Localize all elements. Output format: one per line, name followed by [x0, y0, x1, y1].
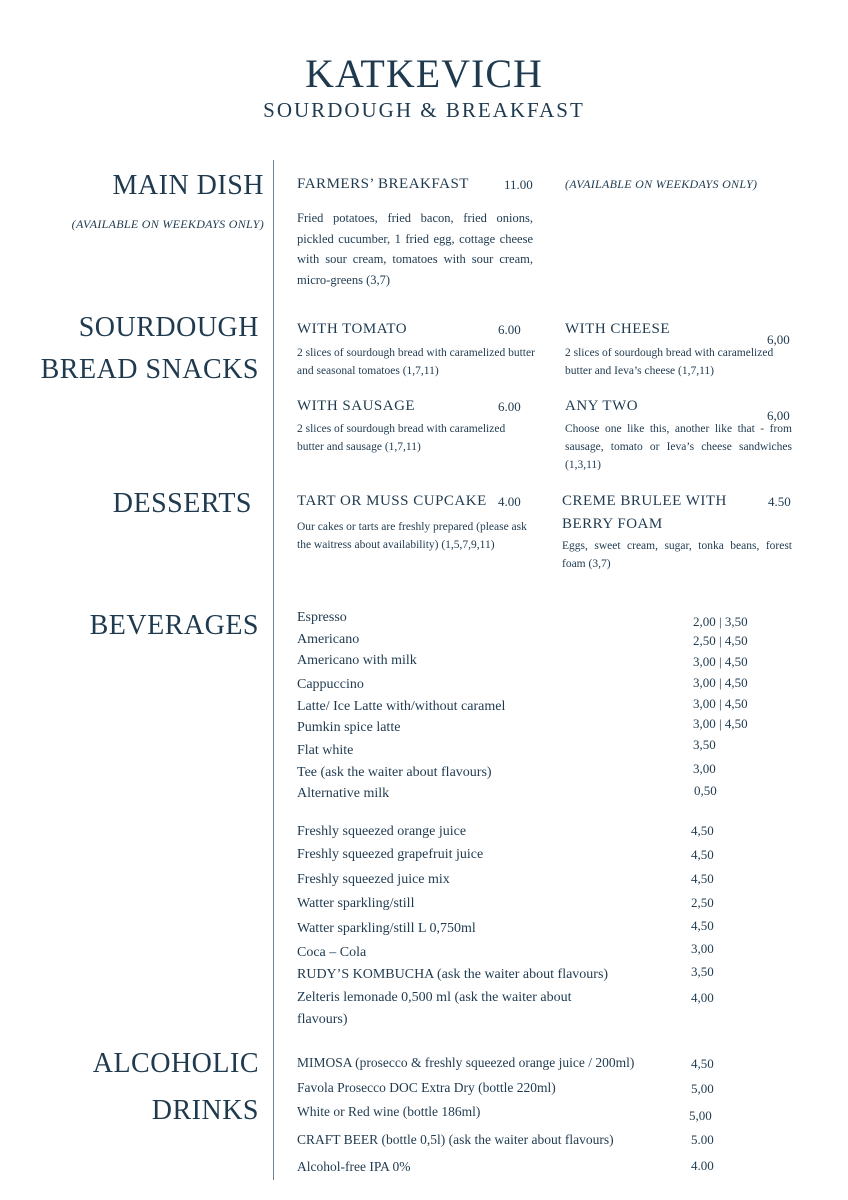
menu-item-name: White or Red wine (bottle 186ml) — [297, 1104, 481, 1119]
menu-item-price: 4,50 — [691, 1056, 714, 1071]
menu-item-name: Watter sparkling/still — [297, 896, 415, 911]
dish-price: 4.50 — [768, 494, 791, 509]
dish-price: 6,00 — [767, 332, 790, 347]
dish-description: Our cakes or tarts are freshly prepared (please ask the waitress about availability) (1,5,7,9,11) — [297, 521, 527, 551]
menu-item-price: 4,50 — [691, 847, 714, 862]
brand-name: KATKEVICH — [305, 51, 543, 96]
menu-item-price: 4,00 — [691, 990, 714, 1005]
menu-item-price: 3,50 — [691, 964, 714, 979]
menu-item-name: Americano with milk — [297, 653, 417, 668]
section-title-alcohol-line2: DRINKS — [151, 1095, 259, 1126]
menu-item-name: Freshly squeezed orange juice — [297, 824, 467, 839]
dish-description: Choose one like this, another like that - from sausage, tomato or Ieva’s cheese sandwiches (1,3,11) — [565, 423, 792, 471]
menu-item-name-continued: flavours) — [297, 1012, 348, 1027]
dish-price: 4.00 — [498, 494, 521, 509]
brand-tagline: SOURDOUGH & BREAKFAST — [263, 98, 585, 122]
section-title-alcohol-line1: ALCOHOLIC — [92, 1048, 259, 1079]
menu-item-name: Favola Prosecco DOC Extra Dry (bottle 220ml) — [297, 1080, 556, 1095]
menu-item-name: Latte/ Ice Latte with/without caramel — [297, 699, 506, 714]
menu-item-name: CRAFT BEER (bottle 0,5l) (ask the waiter about flavours) — [297, 1132, 614, 1147]
dish-name-line1: CREME BRULEE WITH — [562, 493, 727, 509]
dish-price: 6.00 — [498, 322, 521, 337]
menu-item-price: 3,00 | 4,50 — [693, 716, 748, 731]
menu-item-name: Americano — [297, 632, 360, 647]
menu-item-price: 5.00 — [691, 1132, 714, 1147]
section-title-desserts: DESSERTS — [112, 488, 252, 519]
menu-item-name: Flat white — [297, 743, 354, 758]
menu-item-price: 0,50 — [694, 783, 717, 798]
main-dish-availability-note: (AVAILABLE ON WEEKDAYS ONLY) — [71, 217, 264, 231]
dish-name: WITH TOMATO — [297, 321, 408, 337]
dish-description: 2 slices of sourdough bread with caramelized butter and Ieva’s cheese (1,7,11) — [565, 347, 774, 377]
menu-item-price: 2,50 | 4,50 — [693, 633, 748, 648]
dish-description: Fried potatoes, fried bacon, fried onions, pickled cucumber, 1 fried egg, cottage cheese with sour cream, tomatoes with sour cream, micro-greens (3,7) — [297, 211, 533, 287]
menu-item-price: 3,00 — [691, 941, 714, 956]
menu-item-price: 4,50 — [691, 918, 714, 933]
dish-name: FARMERS’ BREAKFAST — [297, 176, 469, 192]
dish-price: 11.00 — [504, 177, 533, 192]
menu-item-price: 5,00 — [691, 1081, 714, 1096]
menu-item-name: Espresso — [297, 610, 347, 625]
dish-name: TART OR MUSS CUPCAKE — [297, 493, 487, 509]
menu-item-price: 2,50 — [691, 895, 714, 910]
menu-item-name: Zelteris lemonade 0,500 ml (ask the waiter about — [297, 990, 572, 1005]
menu-item-name: Alternative milk — [297, 786, 390, 801]
menu-item-name: Watter sparkling/still L 0,750ml — [297, 921, 476, 936]
menu-item-name: Tee (ask the waiter about flavours) — [297, 765, 492, 780]
menu-item-price: 3,00 | 4,50 — [693, 654, 748, 669]
dish-name: ANY TWO — [565, 398, 639, 414]
menu-item-price: 5,00 — [689, 1108, 712, 1123]
menu-item-name: Alcohol-free IPA 0% — [297, 1159, 411, 1174]
menu-item-name: Cappuccino — [297, 677, 364, 692]
section-title-beverages: BEVERAGES — [89, 610, 259, 641]
dish-description: Eggs, sweet cream, sugar, tonka beans, forest foam (3,7) — [562, 540, 792, 570]
section-title-main-dish: MAIN DISH — [112, 170, 264, 201]
dish-name-line2: BERRY FOAM — [562, 516, 663, 532]
menu-item-price: 3,00 | 4,50 — [693, 696, 748, 711]
menu-item-name: Coca – Cola — [297, 945, 367, 960]
menu-item-price: 4,50 — [691, 871, 714, 886]
dish-price: 6,00 — [767, 408, 790, 423]
menu-item-name: Freshly squeezed grapefruit juice — [297, 847, 484, 862]
dish-name: WITH SAUSAGE — [297, 398, 416, 414]
section-title-snacks-line2: BREAD SNACKS — [40, 354, 259, 385]
menu-item-price: 4,50 — [691, 823, 714, 838]
menu-item-price: 3,00 — [693, 761, 716, 776]
menu-item-price: 4.00 — [691, 1158, 714, 1173]
menu-item-name: Pumkin spice latte — [297, 720, 401, 735]
menu-item-price: 2,00 | 3,50 — [693, 614, 748, 629]
dish-description: 2 slices of sourdough bread with caramelized butter and sausage (1,7,11) — [297, 423, 506, 453]
menu-item-name: Freshly squeezed juice mix — [297, 872, 450, 887]
menu-item-name: RUDY’S KOMBUCHA (ask the waiter about flavours) — [297, 967, 609, 982]
dish-price: 6.00 — [498, 399, 521, 414]
main-dish-side-note: (AVAILABLE ON WEEKDAYS ONLY) — [565, 177, 758, 191]
menu-item-price: 3,50 — [693, 737, 716, 752]
dish-description: 2 slices of sourdough bread with caramelized butter and seasonal tomatoes (1,7,11) — [297, 347, 535, 377]
section-title-snacks-line1: SOURDOUGH — [78, 312, 259, 343]
menu-item-name: MIMOSA (prosecco & freshly squeezed orange juice / 200ml) — [297, 1055, 635, 1070]
menu-item-price: 3,00 | 4,50 — [693, 675, 748, 690]
column-divider — [273, 160, 274, 1180]
dish-name: WITH CHEESE — [565, 321, 671, 337]
